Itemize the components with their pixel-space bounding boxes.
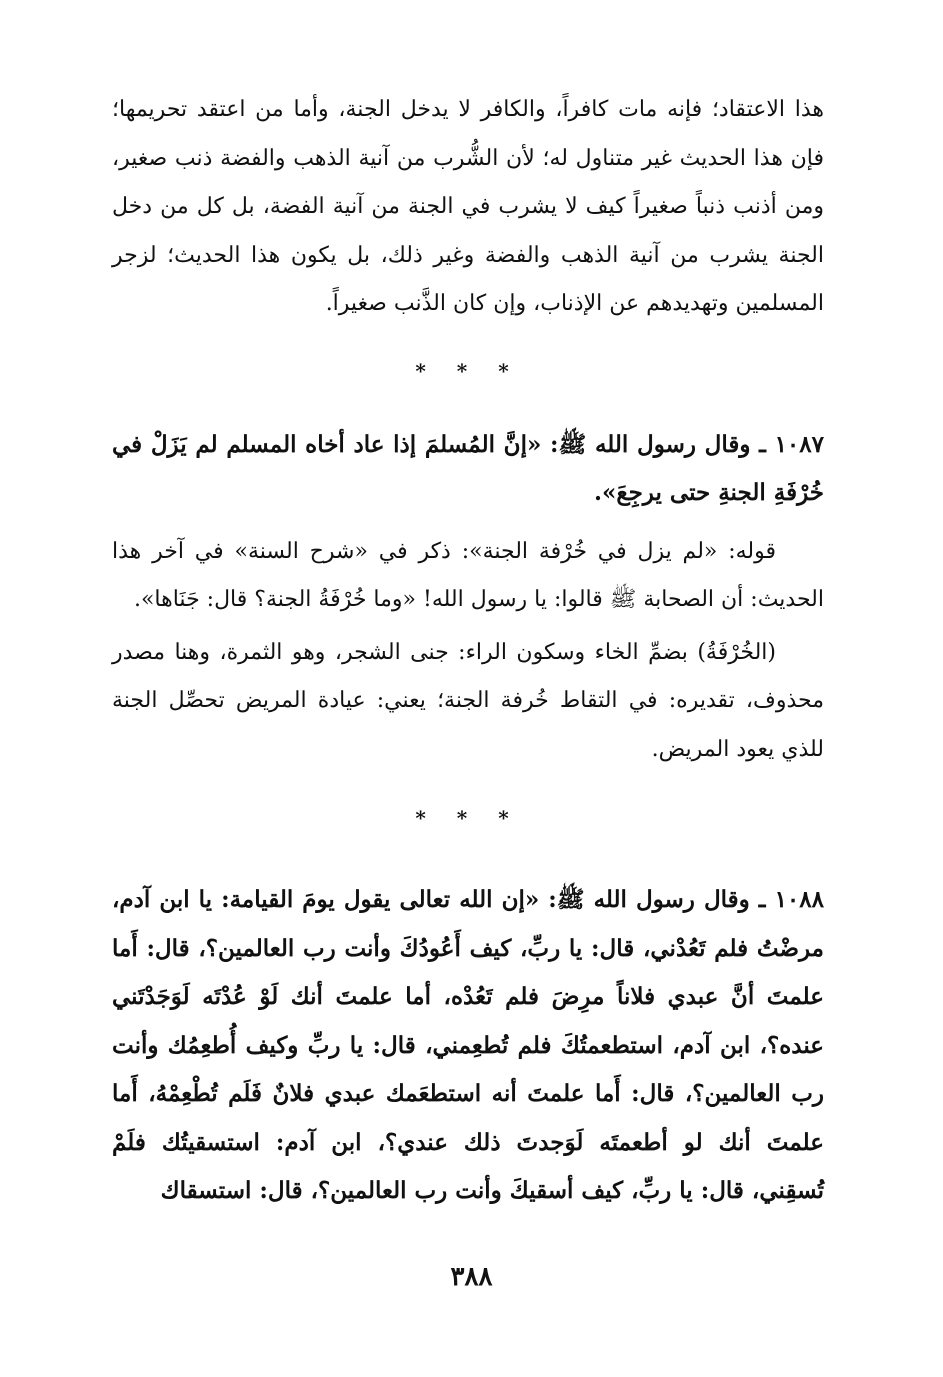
paragraph-commentary-drinking-vessels: هذا الاعتقاد؛ فإنه مات كافراً، والكافر لا يدخل الجنة، وأما من اعتقد تحريمها؛ فإن هذا الحديث غير متناول له؛ لأن الشُّرب من آنية الذهب والفضة ذنب صغير، ومن أذنب ذنباً صغيراً كيف لا يشرب في الجنة من آنية الفضة، بل كل من دخل الجنة يشرب من آنية الذهب والفضة وغير ذلك، بل يكون هذا الحديث؛ لزجر المسلمين وتهديدهم عن الإذناب، وإن كان الذَّنب صغيراً. [112, 97, 825, 316]
paragraph-commentary-khurfa: قوله: «لم يزل في خُرْفة الجنة»: ذكر في «شرح السنة» في آخر هذا الحديث: أن الصحابة ﷺ قالوا: يا رسول الله! «وما خُرْفَةُ الجنة؟ قال: جَنَاها». [112, 538, 824, 612]
section-divider: * * * [415, 358, 521, 383]
hadith-1087: ١٠٨٧ ـ وقال رسول الله ﷺ: «إنَّ المُسلمَ إذا عاد أخاه المسلم لم يَزَلْ في خُرْفَةِ الجنةِ حتى يرجِعَ». [112, 430, 824, 506]
section-divider: * * * [415, 806, 521, 830]
paragraph-definition-khurfa: (الخُرْفَةُ) بضمِّ الخاء وسكون الراء: جنى الشجر، وهو الثمرة، وهنا مصدر محذوف، تقديره: في التقاط خُرفة الجنة؛ يعني: عيادة المريض تحصِّل الجنة للذي يعود المريض. [112, 639, 824, 762]
page-number: ٣٨٨ [450, 1262, 493, 1292]
hadith-1088: ١٠٨٨ ـ وقال رسول الله ﷺ: «إن الله تعالى يقول يومَ القيامة: يا ابن آدم، مرضْتُ فلم تَعُدْني، قال: يا ربِّ، كيف أَعُودُكَ وأنت رب العالمين؟، قال: أَما علمتَ أنَّ عبدي فلاناً مرِضَ فلم تَعُدْه، أما علمتَ أنك لَوْ عُدْتَه لَوَجَدْتَني عنده؟، ابن آدم، استطعمتُكَ فلم تُطعِمني، قال: يا ربِّ وكيف أُطعِمُك وأنت رب العالمين؟، قال: أَما علمتَ أنه استطعَمك عبدي فلانٌ فَلَم تُطْعِمْهُ، أَما علمتَ أنك لو أطعمتَه لَوَجدتَ ذلك عندي؟، ابن آدم: استسقيتُك فلَمْ تُسقِني، قال: يا ربِّ، كيف أسقيكَ وأنت رب العالمين؟، قال: استسقاك [112, 886, 824, 1204]
page-body [112, 86, 824, 1216]
